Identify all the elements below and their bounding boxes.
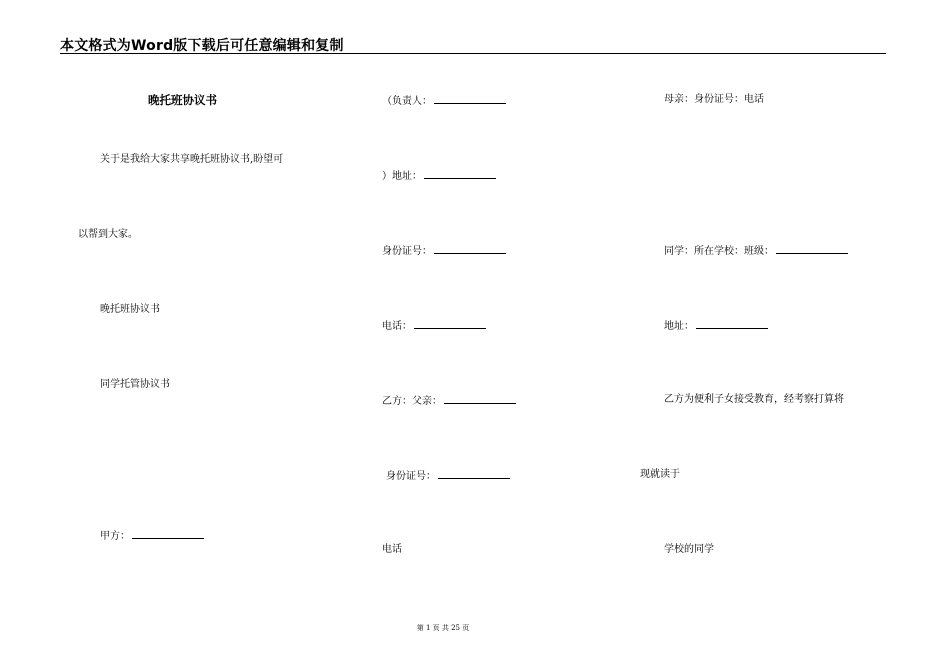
id-number-label: 身份证号： bbox=[382, 246, 432, 257]
party-a-field bbox=[100, 529, 204, 543]
class-blank bbox=[776, 244, 848, 254]
agreement-title: 晚托班协议书 bbox=[148, 93, 217, 107]
address-field bbox=[382, 169, 496, 183]
id-number-field bbox=[382, 244, 506, 258]
address-field-2 bbox=[664, 319, 768, 333]
address-blank-2 bbox=[696, 319, 768, 329]
header-divider bbox=[60, 53, 886, 54]
responsible-label: （负责人： bbox=[382, 96, 432, 107]
subtitle-student-care: 同学托管协议书 bbox=[100, 379, 170, 390]
party-a-blank bbox=[132, 529, 204, 539]
address-label: ）地址： bbox=[382, 171, 422, 182]
purpose-text: 乙方为便利子女接受教育，经考察打算将 bbox=[664, 394, 844, 405]
id-number-blank bbox=[434, 244, 506, 254]
subtitle-evening-class: 晚托班协议书 bbox=[100, 304, 160, 315]
phone-label: 电话： bbox=[382, 321, 412, 332]
intro-line-2: 以帮到大家。 bbox=[78, 229, 138, 240]
id-number-field-2 bbox=[386, 469, 510, 483]
student-school-label: 同学：所在学校：班级： bbox=[664, 246, 774, 257]
address-label-2: 地址： bbox=[664, 321, 694, 332]
intro-line-1: 关于是我给大家共享晚托班协议书,盼望可 bbox=[100, 154, 284, 165]
school-student-text: 学校的同学 bbox=[664, 544, 714, 555]
party-b-father-field bbox=[382, 394, 516, 408]
student-school-field bbox=[664, 244, 848, 258]
party-b-father-label: 乙方：父亲： bbox=[382, 396, 442, 407]
page-number: 第 1 页 共 25 页 bbox=[416, 624, 470, 632]
currently-studying-text: 现就读于 bbox=[640, 469, 680, 480]
phone-label-2: 电话 bbox=[382, 544, 402, 555]
responsible-field bbox=[382, 94, 506, 108]
address-blank bbox=[424, 169, 496, 179]
document-header-title: 本文格式为Word版下载后可任意编辑和复制 bbox=[60, 38, 344, 54]
phone-field bbox=[382, 319, 486, 333]
party-a-label: 甲方： bbox=[100, 531, 130, 542]
responsible-blank bbox=[434, 94, 506, 104]
phone-blank bbox=[414, 319, 486, 329]
id-number-blank-2 bbox=[438, 469, 510, 479]
party-b-father-blank bbox=[444, 394, 516, 404]
mother-field: 母亲：身份证号：电话 bbox=[664, 94, 764, 105]
id-number-label-2: 身份证号： bbox=[386, 471, 436, 482]
